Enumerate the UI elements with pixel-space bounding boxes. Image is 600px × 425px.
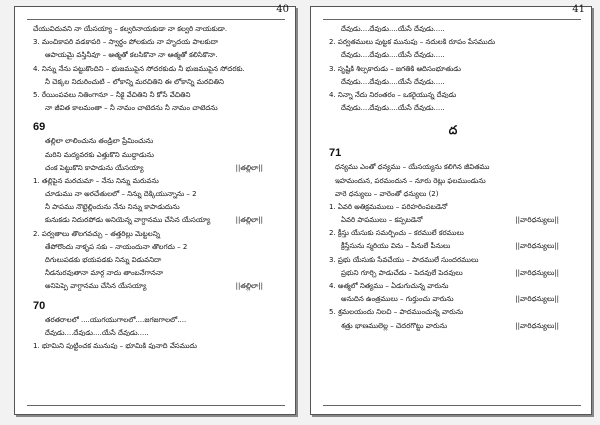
left-page-frame [27,19,285,406]
song-number: 70 [33,299,46,312]
section-letter-heading: ద [448,123,458,138]
lyric-text: నీ చెక్కల నిదురించుటి – లోకాన్ని మరచితిని ఈ లోకాన్ని మరచితిని [45,77,224,86]
lyric-text: అనిపెప్పె వాగ్దానము చేసిన యేసయ్యా [45,282,147,291]
lyric-text: 3. సృష్టికి శిల్పకారుడు – జగతికి ఆదిసంభూతుడు [329,64,461,73]
lyric-text: 1. భూమిని పుట్టించక మునుపు – భూమికి పునాది వేసముదు [33,341,197,350]
song-number: 69 [33,121,46,134]
song-70-lyrics [33,314,281,354]
page-number-left: 40 [276,4,289,15]
lyric-text: 2. పర్వతములు పుట్టక మునుపు – నదులకి రూపం పేసముదు [329,38,496,47]
lyric-text: ప్రభుని గూర్చి పాడుచేడు – పెదవులే పెదవులు [341,268,463,277]
right-page [310,6,592,415]
lyric-text: చేయువిదువని నా యేసయ్యా – కల్వరినాయకుడా నా కల్వరి నాయకుడా. [33,25,228,33]
lyric-text: తల్లిలా లాలించును తండ్రిలా ప్రేమించును [45,137,154,146]
lyric-text: 2. పర్వతాలు తొలగవచ్చు – తత్తరిల్లు మెట్టలన్ని [33,229,161,238]
lyric-text: 3. మంచికాపరి వడకాపరి – స్వార్థం పోలకుదు నా హృదయ పాలకుదా [33,38,218,47]
lyric-text: ఆపాయమై వస్తినీవూ – ఆత్మతో కలసికొనా నా ఆత్మతో కలిసికొనా. [45,51,218,60]
lyric-line [329,267,577,280]
lyric-line [33,241,281,254]
lyric-line [33,36,281,49]
lyric-line [33,63,281,76]
lyric-line [329,201,577,214]
refrain-marker: ||తల్లిలా|| [235,163,263,172]
lyric-text: నీడనురవుతానా మార్గ నాదు తాంబనేగాననా [45,269,164,278]
lyric-line [329,306,577,319]
lyric-text: క్రీస్తేసును స్మరియు విను – పీనులే పీనులు [341,242,451,251]
lyric-line [329,175,577,188]
lyric-line [329,161,577,174]
refrain-marker: ||వారిధన్యులు|| [515,295,559,304]
lyric-text: 1. తల్లిపైన మరచుమా – నేను నిన్ను మరువను [33,176,159,185]
lyric-text: దేవుడు....దేవుడు....యేసే దేవుడు..... [341,104,445,113]
left-page-content [33,23,281,353]
song-number: 71 [329,147,342,160]
lyric-line [329,227,577,240]
lyric-line [329,102,577,115]
lyric-text: చంక పెట్టుకొని కాపాడును యేసయ్యా [45,163,144,172]
lyric-line [33,89,281,102]
lyric-line [329,188,577,201]
lyric-text: ఏవరి పాపములు – కప్పబడెనో [341,216,423,225]
lyric-text: 5. రేయింపవలు నితింగానూ – నీకై వేచితిని నీ కోసే వేచితిని [33,90,191,99]
lyric-text: దేవుడు....దేవుడు....యేసే దేవుడు..... [45,328,149,337]
lyric-line [33,267,281,280]
lyric-text: 5. శ్రమలయందు నిలచి – పాదముంచున్న వారును [329,308,464,317]
lyric-text: తరతరాలలో ....యుగయుగాలలో....జగజగాలలో.... [45,315,187,324]
lyric-line [33,102,281,115]
lyric-line [33,327,281,340]
right-page-content [329,23,577,333]
lyric-text: 2. క్రీస్తు యేసుకు సమర్పించు – కరములే కరములు [329,229,464,238]
lyric-text: దిగులుపడకు భయపడకు నిన్ను విడువనిదా [45,256,162,264]
lyric-line [33,188,281,201]
lyric-line [329,293,577,306]
lyric-line [33,201,281,214]
left-page [14,6,296,415]
refrain-marker: ||వారిధన్యులు|| [515,242,559,251]
lyric-line [329,89,577,102]
lyric-text: 4. నిన్నా నేదు నిరంతరం – ఒకరైయున్న దేవుడు [329,90,457,99]
lyric-text: 4. అత్మలో నిత్యము – ఏడుగుచున్న వారును [329,282,449,290]
song-68-continuation [33,23,281,115]
lyric-text: దేవుడు....దేవుడు....యేసే దేవుడు..... [341,25,445,33]
lyric-line [329,280,577,293]
lyric-line [33,280,281,293]
song-70-continuation [329,23,577,115]
lyric-text: వారె ధన్యులు – వారెంతో ధన్యులు (2) [335,189,439,198]
right-page-frame [323,19,581,406]
refrain-marker: ||వారిధన్యులు|| [515,268,559,277]
refrain-marker: ||వారిధన్యులు|| [515,216,559,225]
page-number-right: 41 [572,4,585,15]
lyric-line [33,214,281,227]
song-69-lyrics [33,135,281,293]
lyric-text: 4. నిన్ను నేను పట్టుకొందిని – భుజముపైన సోదరకుడు నీ భుజముపైన సోదరకు. [33,64,245,73]
lyric-text: శత్రు భాణములెల్ల – చెదరగొట్టు వారును [341,321,447,330]
lyric-text: నీ పాపము నొట్టెల్లిందును నేను నిన్ను కాపాడుదును [45,203,180,212]
lyric-text: చూడుము నా అరచేతులలో – నిన్ను దెక్కియున్నాను – 2 [45,190,197,199]
lyric-text: దేవుడు....దేవుడు....యేసే దేవుడు..... [341,77,445,86]
refrain-marker: ||వారిధన్యులు|| [515,321,559,330]
lyric-text: అనుదిన ఉంత్రములు – గుర్తుంచు వారును [341,295,454,304]
lyric-line [329,240,577,253]
lyric-line [33,76,281,89]
lyric-line [33,314,281,327]
lyric-line [329,214,577,227]
lyric-text: నా జీవిత కాలమంతా – నీ నామం చాటెదను నీ నామం చాటెదను [45,104,218,113]
refrain-marker: ||తల్లిలా|| [235,216,263,225]
refrain-marker: ||తల్లిలా|| [235,282,263,291]
lyric-text: మరిని మద్యవరకు ఎత్తుకొని ముద్దాడును [45,150,154,159]
lyric-text: కునుకడు నిదురపోడు అనియెన్న వాగ్దానము చేసిన యేసయ్యా [45,216,211,225]
lyric-line [329,254,577,267]
lyric-line [33,23,281,36]
lyric-line [329,36,577,49]
lyric-line [33,149,281,162]
lyric-text: ధన్యము ఎంతో ధన్యము – యేసయ్యను కలిగిన జీవితము [335,163,490,172]
lyric-line [33,340,281,353]
lyric-line [329,320,577,333]
lyric-text: 3. ప్రభు యేసుకు సేవచేయు – పాదములే సుందరములు [329,255,479,264]
lyric-text: తేపోరొందు నాకృప సకు – నాయందునా తొలగదు – 2 [45,242,188,251]
lyric-text: 1. ఏవరి అతిక్రమములు – పరిహరింపబడెనో [329,202,448,211]
lyric-line [33,254,281,267]
lyric-line [329,23,577,36]
lyric-line [33,175,281,188]
lyric-line [33,135,281,148]
lyric-line [33,49,281,62]
lyric-line [33,228,281,241]
lyric-line [33,162,281,175]
song-71-lyrics [329,161,577,332]
lyric-line [329,63,577,76]
lyric-line [329,76,577,89]
lyric-text: ఇహమందున, పరమందున – నూరు రెట్లు ఫలముండును [335,176,486,185]
lyric-text: దేవుడు....దేవుడు....యేసే దేవుడు..... [341,51,445,60]
lyric-line [329,49,577,62]
